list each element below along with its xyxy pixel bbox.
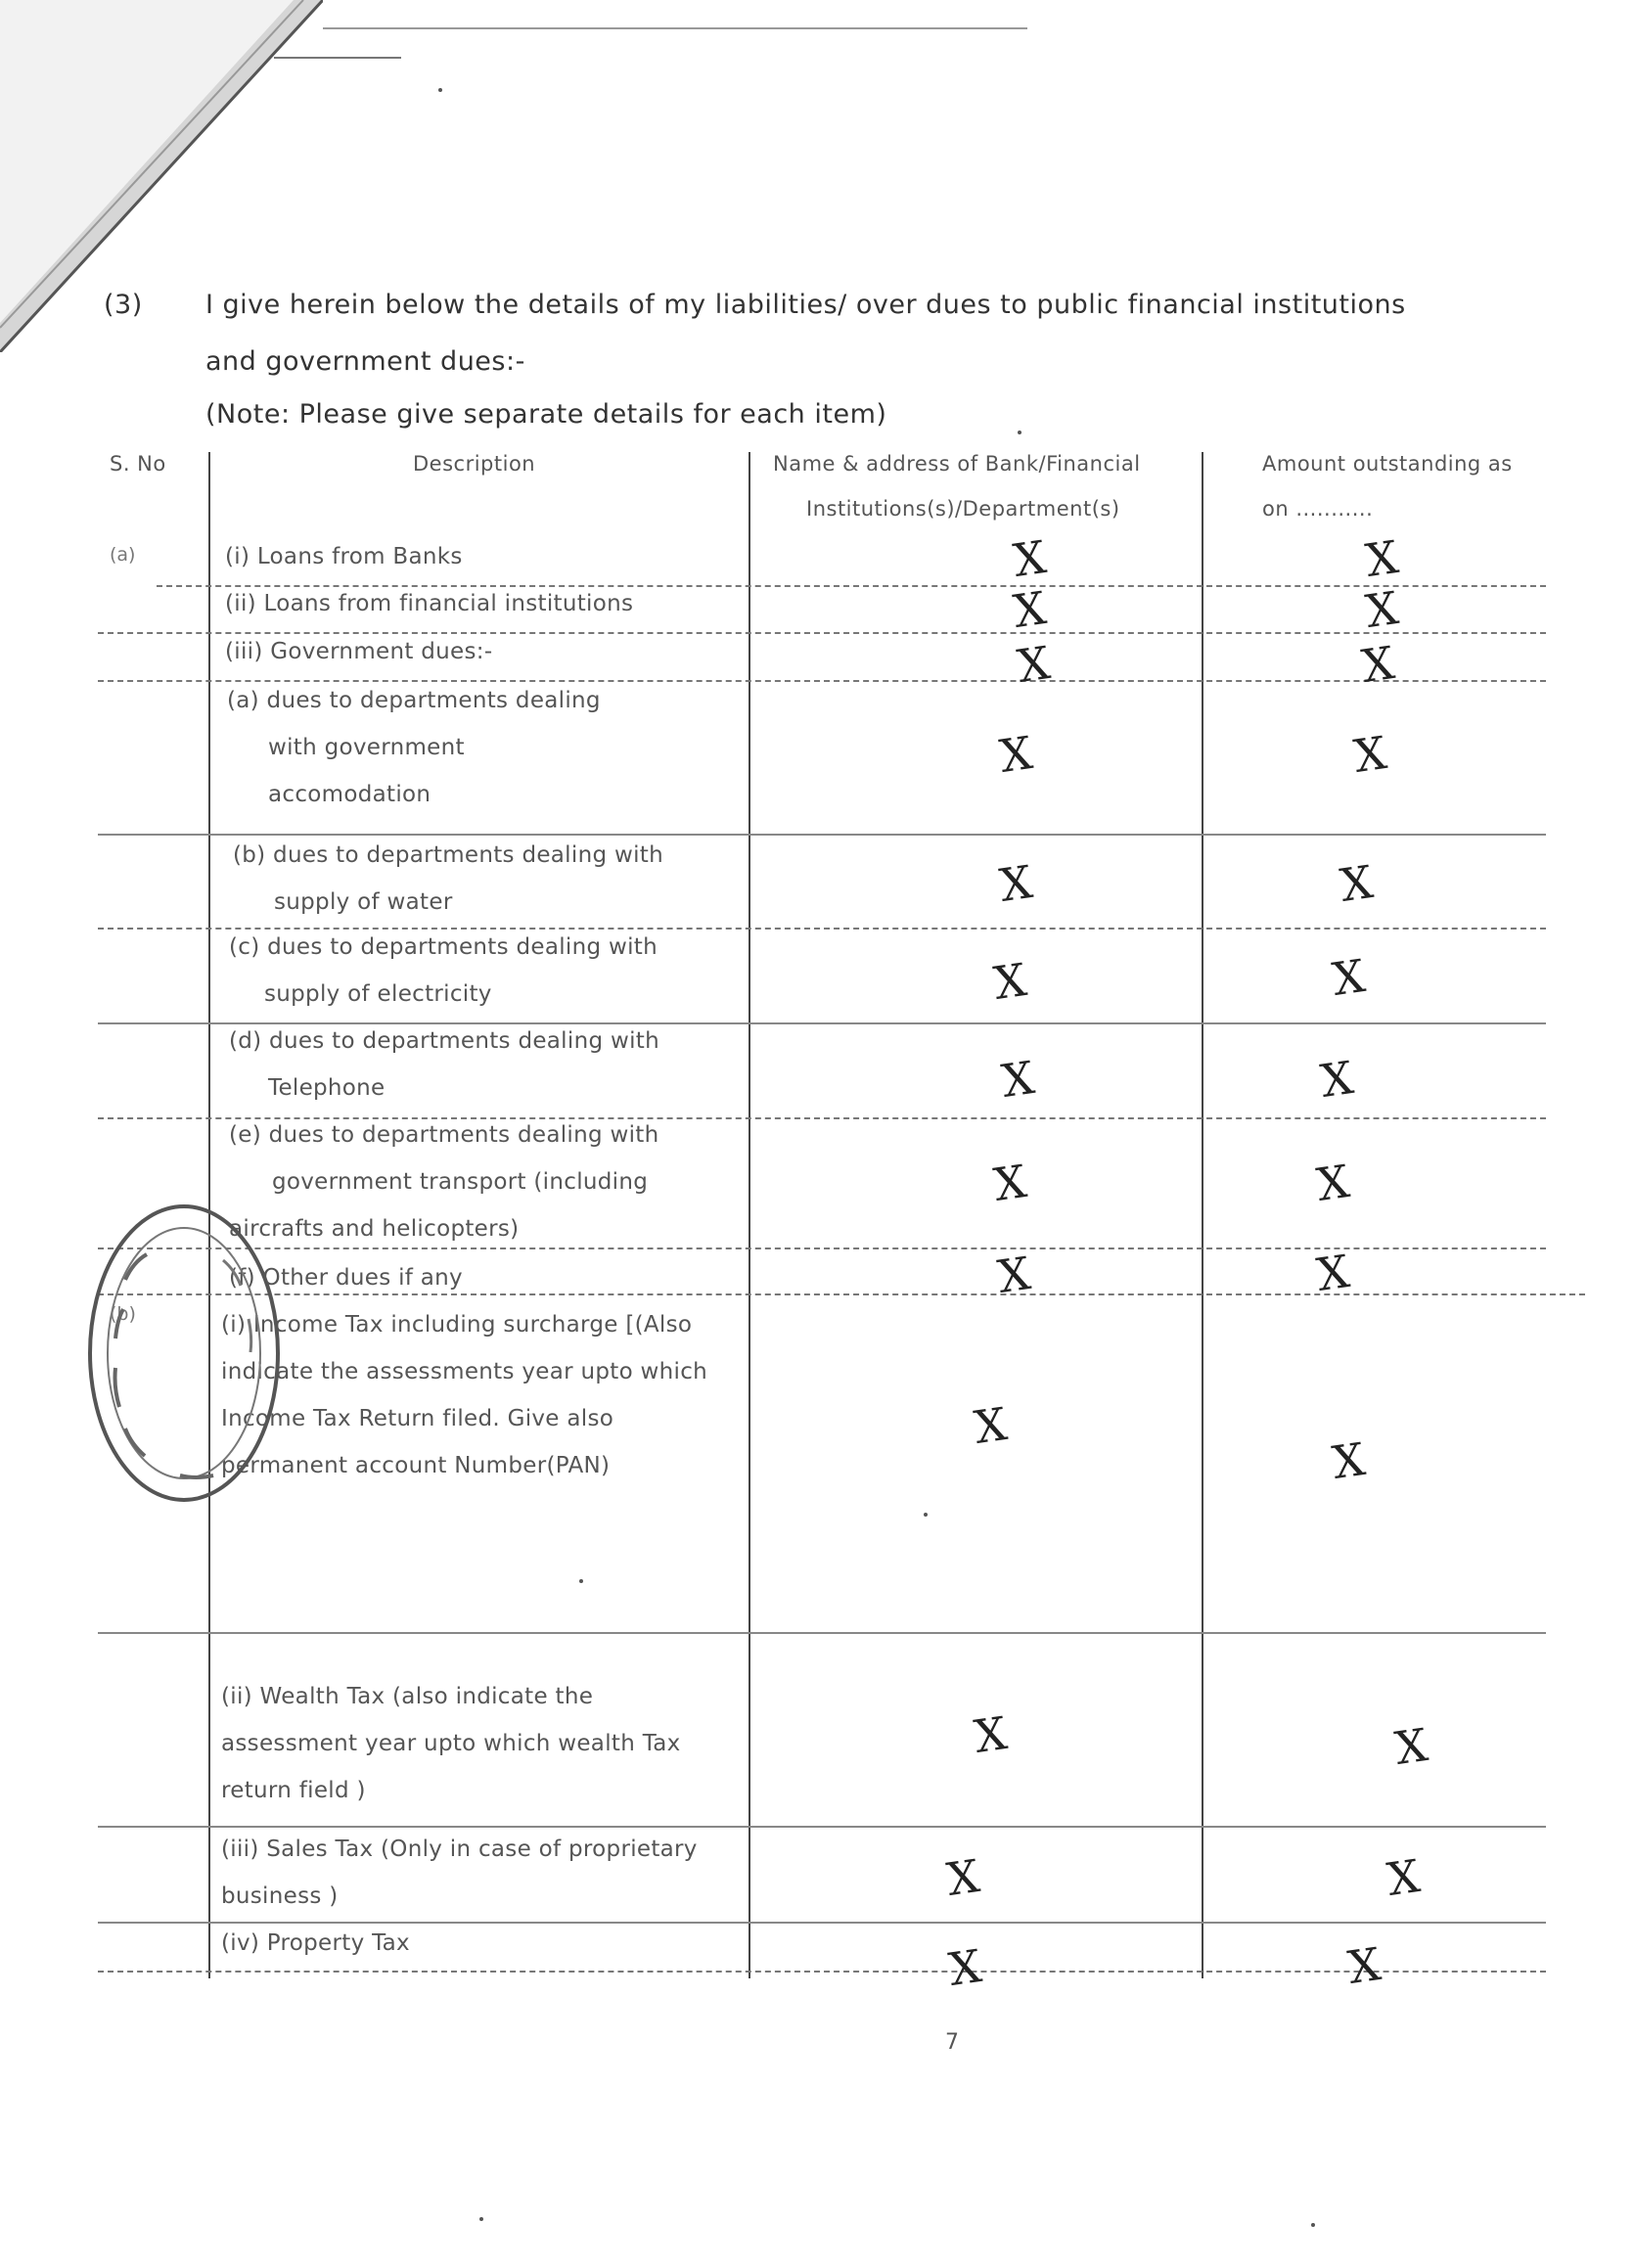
scan-speck bbox=[1311, 2223, 1315, 2227]
row-1-desc: (i) Loans from Banks bbox=[225, 544, 463, 569]
bank-mark-7: X bbox=[998, 1050, 1038, 1109]
intro-line1: (3) I give herein below the details of my liabilities/ over dues to public financial institutions bbox=[104, 290, 1406, 320]
amount-mark-6: X bbox=[1329, 948, 1369, 1007]
top-rule bbox=[323, 27, 1027, 29]
row-12-desc: (iii) Sales Tax (Only in case of proprietary business ) bbox=[221, 1837, 698, 1909]
bank-mark-5: X bbox=[996, 854, 1036, 913]
amount-mark-12: X bbox=[1384, 1848, 1424, 1907]
bank-mark-10: X bbox=[971, 1396, 1011, 1455]
header-description: Description bbox=[413, 452, 536, 476]
header-bank-1: Name & address of Bank/Financial bbox=[773, 452, 1141, 476]
row-13-desc: (iv) Property Tax bbox=[221, 1930, 410, 1956]
bank-mark-1: X bbox=[1010, 529, 1050, 588]
row-2-desc: (ii) Loans from financial institutions bbox=[225, 591, 634, 616]
scan-speck bbox=[1018, 431, 1021, 434]
bank-mark-12: X bbox=[943, 1848, 983, 1907]
top-rule-short bbox=[274, 57, 401, 59]
amount-mark-11: X bbox=[1391, 1717, 1431, 1776]
bank-mark-4: X bbox=[996, 725, 1036, 784]
row-sep bbox=[98, 1971, 1546, 1973]
section-label-a: (a) bbox=[110, 544, 136, 566]
row-6-desc: (c) dues to departments dealing with supply of electricity bbox=[229, 934, 658, 1007]
bank-mark-11: X bbox=[971, 1705, 1011, 1764]
header-bank-2: Institutions(s)/Department(s) bbox=[806, 497, 1120, 521]
header-amount-1: Amount outstanding as bbox=[1262, 452, 1513, 476]
scan-speck bbox=[438, 88, 442, 92]
rubber-stamp-seal bbox=[76, 1192, 282, 1515]
bank-mark-9: X bbox=[994, 1246, 1034, 1304]
amount-mark-10: X bbox=[1329, 1431, 1369, 1490]
bank-mark-2: X bbox=[1010, 580, 1050, 639]
item-number: (3) bbox=[104, 290, 143, 320]
amount-mark-8: X bbox=[1313, 1154, 1353, 1212]
amount-mark-1: X bbox=[1362, 529, 1402, 588]
row-9-desc: (f) Other dues if any bbox=[229, 1265, 463, 1291]
amount-mark-9: X bbox=[1313, 1244, 1353, 1302]
amount-mark-4: X bbox=[1350, 725, 1390, 784]
row-8-desc: (e) dues to departments dealing with government transport (including aircrafts and helicopters) bbox=[229, 1122, 659, 1242]
row-7-desc: (d) dues to departments dealing with Telephone bbox=[229, 1028, 659, 1101]
page-number: 7 bbox=[945, 2030, 959, 2055]
bank-mark-3: X bbox=[1014, 635, 1054, 694]
amount-mark-7: X bbox=[1317, 1050, 1357, 1109]
amount-mark-3: X bbox=[1358, 635, 1398, 694]
scan-speck bbox=[479, 2217, 483, 2221]
amount-mark-2: X bbox=[1362, 580, 1402, 639]
intro-note: (Note: Please give separate details for each item) bbox=[205, 399, 887, 430]
bank-mark-6: X bbox=[990, 952, 1030, 1011]
row-10-desc: (i) Income Tax including surcharge [(Also indicate the assessments year upto which Income Tax Return filed. Give also permanent account Number(PAN) bbox=[221, 1312, 708, 1478]
scan-speck bbox=[579, 1579, 583, 1583]
scan-speck bbox=[924, 1513, 928, 1517]
row-3-desc: (iii) Government dues:- bbox=[225, 639, 493, 664]
row-5-desc: (b) dues to departments dealing with supply of water bbox=[233, 842, 663, 915]
row-sep bbox=[98, 1632, 1546, 1634]
bank-mark-13: X bbox=[945, 1938, 985, 1997]
row-4-desc: (a) dues to departments dealing with government accomodation bbox=[227, 688, 601, 807]
header-amount-2: on ........... bbox=[1262, 497, 1374, 521]
amount-mark-5: X bbox=[1337, 854, 1377, 913]
header-sno: S. No bbox=[110, 452, 166, 476]
bank-mark-8: X bbox=[990, 1154, 1030, 1212]
row-11-desc: (ii) Wealth Tax (also indicate the assessment year upto which wealth Tax return field ) bbox=[221, 1684, 681, 1803]
section-label-b: (b) bbox=[110, 1303, 136, 1325]
intro-line2: and government dues:- bbox=[205, 346, 525, 377]
amount-mark-13: X bbox=[1344, 1936, 1384, 1995]
